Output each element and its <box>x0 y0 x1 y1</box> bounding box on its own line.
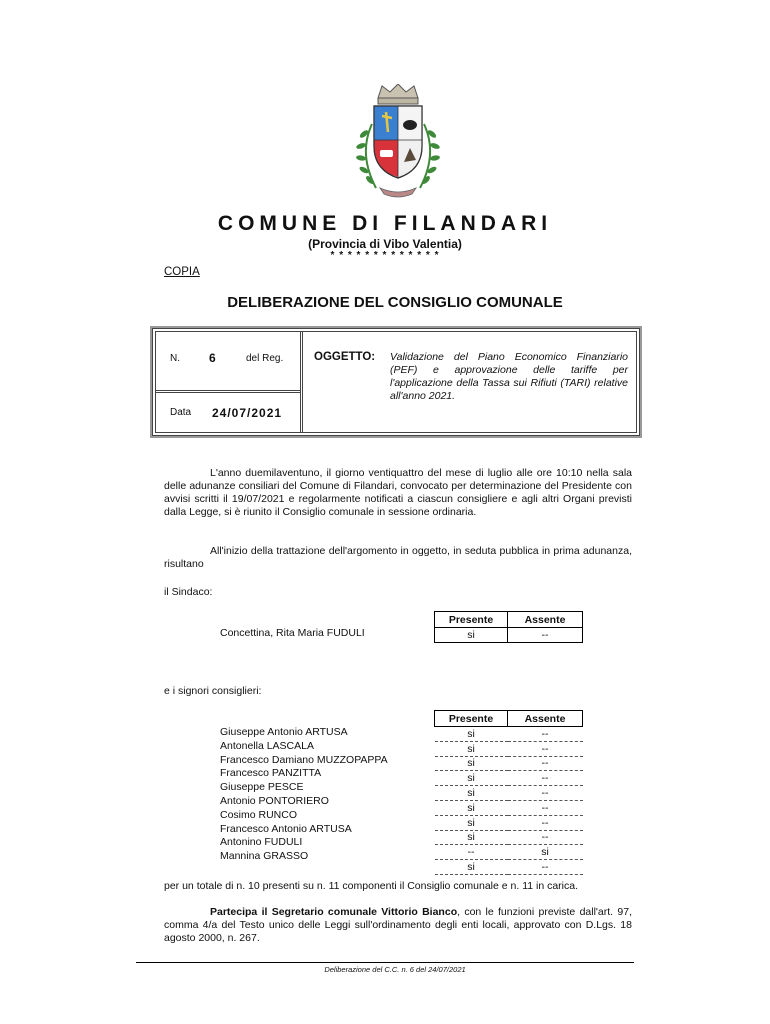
councillor-name: Cosimo RUNCO <box>220 808 298 821</box>
presente-cell: si <box>435 800 508 815</box>
councillor-name: Giuseppe Antonio ARTUSA <box>220 726 348 738</box>
municipality-title: COMUNE DI FILANDARI <box>217 212 553 235</box>
assente-cell: -- <box>508 830 583 845</box>
presente-cell: si <box>435 756 508 771</box>
table-row <box>435 845 583 860</box>
councillors-attendance-table <box>434 710 583 875</box>
col-presente: Presente <box>435 612 508 628</box>
box-vertical-divider <box>300 332 303 432</box>
assente-cell: -- <box>508 815 583 830</box>
box-horizontal-divider <box>156 390 300 393</box>
subject-text: Validazione del Piano Economico Finanziario (PEF) e approvazione delle tariffe per l'applicazione della Tassa sui Rifiuti (TARI) relative all'anno 2021. <box>390 351 628 402</box>
secretary-rest-text: , con le funzioni previste dall'art. 97, comma 4/a del Testo unico delle Leggi sull'ordinamento degli enti locali, approvato con D.Lgs. 18 agosto 2000, n. 267. <box>164 906 632 944</box>
table-row <box>435 741 583 756</box>
assente-cell: -- <box>508 727 583 742</box>
mayor-label: il Sindaco: <box>164 586 213 598</box>
table-row <box>435 830 583 845</box>
deliberation-info-box <box>152 328 640 436</box>
mayor-presente: si <box>435 628 508 643</box>
col-assente: Assente <box>508 711 583 727</box>
total-attendance-line: per un totale di n. 10 presenti su n. 11 componenti il Consiglio comunale e n. 11 in carica. <box>164 880 579 892</box>
assente-cell: -- <box>508 800 583 815</box>
assente-cell: -- <box>508 860 583 875</box>
table-row <box>435 756 583 771</box>
assente-cell: si <box>508 845 583 860</box>
municipal-crest-image <box>352 84 444 200</box>
deliberation-heading: DELIBERAZIONE DEL CONSIGLIO COMUNALE <box>227 294 563 311</box>
presente-cell: si <box>435 771 508 786</box>
secretary-paragraph <box>164 906 632 945</box>
footer-divider <box>136 962 634 963</box>
mayor-name: Concettina, Rita Maria FUDULI <box>220 627 365 639</box>
star-separator: * * * * * * * * * * * * * <box>330 250 440 261</box>
table-row <box>435 815 583 830</box>
councillor-name: Antonella LASCALA <box>220 739 314 752</box>
table-row <box>435 800 583 815</box>
subject-label: OGGETTO: <box>314 351 376 363</box>
presente-cell: si <box>435 786 508 801</box>
copy-label: COPIA <box>164 266 200 278</box>
page-footer: Deliberazione del C.C. n. 6 del 24/07/2021 <box>324 965 466 974</box>
col-presente: Presente <box>435 711 508 727</box>
roll-call-paragraph: All'inizio della trattazione dell'argomento in oggetto, in seduta pubblica in prima adunanza, risultano <box>164 545 632 570</box>
table-row <box>435 771 583 786</box>
number-label: N. <box>170 353 180 364</box>
councillor-name: Giuseppe PESCE <box>220 781 304 794</box>
assente-cell: -- <box>508 756 583 771</box>
mayor-assente: -- <box>508 628 583 643</box>
councillor-name: Antonino FUDULI <box>220 836 303 849</box>
assente-cell: -- <box>508 741 583 756</box>
assente-cell: -- <box>508 771 583 786</box>
register-label: del Reg. <box>246 353 284 364</box>
date-label: Data <box>170 407 192 418</box>
col-assente: Assente <box>508 612 583 628</box>
presente-cell: si <box>435 860 508 875</box>
table-row <box>435 727 583 742</box>
table-row <box>435 860 583 875</box>
secretary-bold-text: Partecipa il Segretario comunale Vittorio Bianco <box>210 906 458 918</box>
councillors-label: e i signori consiglieri: <box>164 685 262 697</box>
councillor-name: Francesco Damiano MUZZOPAPPA <box>220 753 388 766</box>
presente-cell: si <box>435 727 508 742</box>
number-value: 6 <box>209 351 216 365</box>
table-row <box>435 786 583 801</box>
assente-cell: -- <box>508 786 583 801</box>
presente-cell: si <box>435 830 508 845</box>
presente-cell: si <box>435 741 508 756</box>
presente-cell: -- <box>435 845 508 860</box>
opening-paragraph: L'anno duemilaventuno, il giorno ventiquattro del mese di luglio alle ore 10:10 nella sala delle adunanze consiliari del Comune di Filandari, convocato per determinazione del Presidente con avvisi scritti il 19/07/2021 e regolarmente notificati a ciascun consigliere e agli altri Organi previsti dalla Legge, si è riunito il Consiglio comunale in sessione ordinaria. <box>164 467 632 518</box>
province-subtitle: (Provincia di Vibo Valentia) <box>308 237 462 251</box>
councillor-name: Antonio PONTORIERO <box>220 794 329 807</box>
councillor-name: Francesco Antonio ARTUSA <box>220 822 352 835</box>
councillor-names <box>220 726 388 864</box>
mayor-attendance-table <box>434 611 583 643</box>
date-value: 24/07/2021 <box>212 406 283 420</box>
councillor-name: Francesco PANZITTA <box>220 767 322 780</box>
councillor-name: Mannina GRASSO <box>220 850 309 863</box>
presente-cell: si <box>435 815 508 830</box>
